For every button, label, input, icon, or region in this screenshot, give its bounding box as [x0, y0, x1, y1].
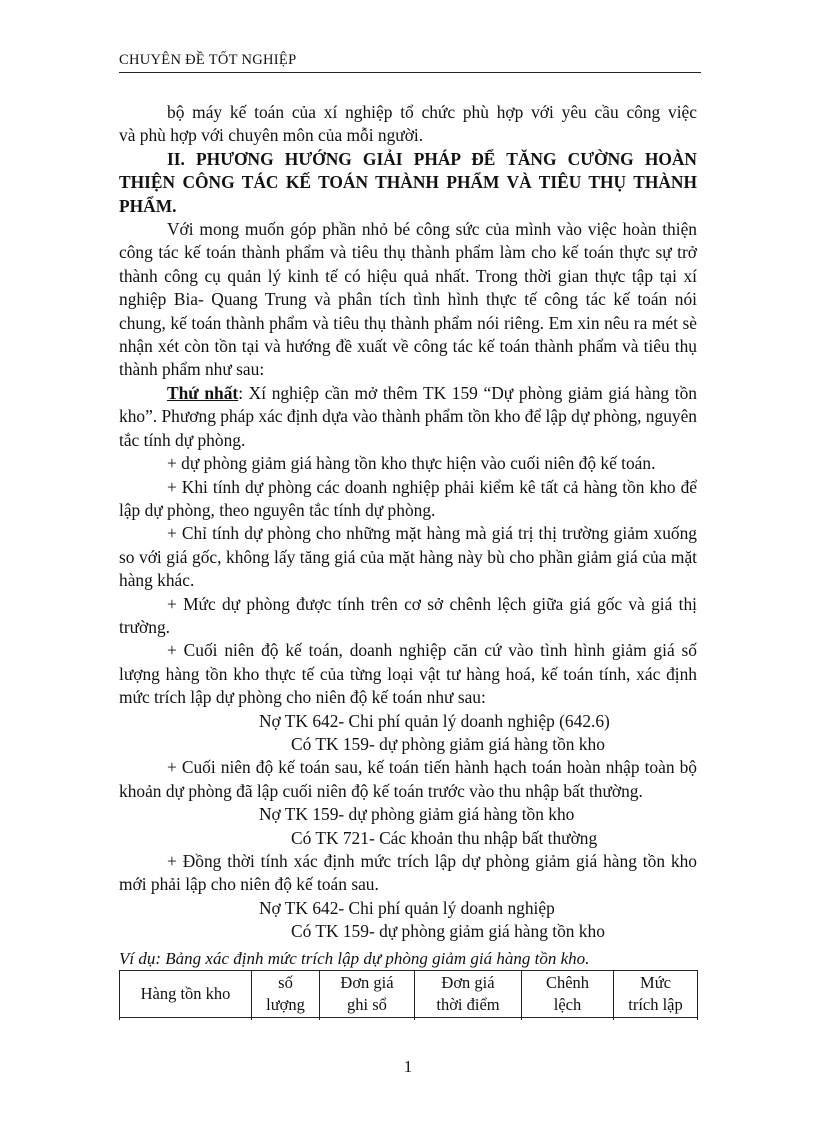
col-header-current-price — [415, 971, 522, 1018]
bullet-5: + Cuối niên độ kế toán, doanh nghiệp căn cứ vào tình hình giảm giá số lượng hàng tồn kho thực tế của từng loại vật tư hàng hoá, kế toán tính, xác định mức trích lập dự phòng cho niên độ kế toán như sau: — [119, 640, 697, 708]
col-header-current-price-l2: thời điểm — [436, 995, 500, 1014]
bullet-2: + Khi tính dự phòng các doanh nghiệp phải kiểm kê tất cả hàng tồn kho để lập dự phòng, theo nguyên tắc tính dự phòng. — [119, 476, 697, 520]
page-header — [119, 52, 701, 73]
paragraph-1: Với mong muốn góp phần nhỏ bé công sức của mình vào việc hoàn thiện công tác kế toán thành phẩm và tiêu thụ thành phẩm làm cho kế toán thực sự trở thành công cụ quản lý kinh tế có hiệu quả nhất. Trong thời gian thực tập tại xí nghiệp Bia- Quang Trung và phân tích tình hình thực tế công tác kế toán nói chung, kế toán thành phẩm và tiêu thụ thành phẩm nói riêng. Em xin nêu ra mét sè nhận xét còn tồn tại và hướng đề xuất về công tác kế toán thành phẩm và tiêu thụ thành phẩm như sau: — [119, 219, 697, 380]
bullet-6: + Cuối niên độ kế toán sau, kế toán tiến hành hạch toán hoàn nhập toàn bộ khoản dự phòng đã lập cuối niên độ kế toán trước vào thu nhập bất thường. — [119, 757, 697, 801]
col-header-book-price-l2: ghi sổ — [347, 995, 387, 1014]
document-body — [119, 101, 697, 944]
bullet-7: + Đồng thời tính xác định mức trích lập dự phòng giảm giá hàng tồn kho mới phải lập cho niên độ kế toán sau. — [119, 851, 697, 895]
journal-entry-credit-2: Có TK 721- Các khoản thu nhập bất thường — [291, 827, 598, 848]
intro-line-2: và phù hợp với chuyên môn của mỗi người. — [119, 125, 424, 146]
col-header-quantity-l2: lượng — [266, 995, 305, 1014]
paragraph-first-point — [119, 382, 697, 452]
col-header-quantity-l1: số — [278, 973, 293, 992]
col-header-item-label: Hàng tồn kho — [140, 984, 231, 1003]
col-header-difference — [522, 971, 614, 1018]
provision-table — [119, 970, 698, 1020]
col-header-item — [120, 971, 252, 1018]
page-number: 1 — [403, 1057, 413, 1076]
journal-entry-debit-3: Nợ TK 642- Chi phí quản lý doanh nghiệp — [259, 897, 555, 918]
header-title: CHUYÊN ĐỀ TỐT NGHIỆP — [119, 52, 297, 68]
col-header-book-price — [320, 971, 415, 1018]
journal-entry-debit-2: Nợ TK 159- dự phòng giảm giá hàng tồn kho — [259, 804, 575, 825]
table-row — [120, 1018, 698, 1021]
section-heading: II. PHƯƠNG HƯỚNG GIẢI PHÁP ĐỂ TĂNG CƯỜNG HOÀN THIỆN CÔNG TÁC KẾ TOÁN THÀNH PHẨM VÀ TIÊU THỤ THÀNH PHẨM. — [119, 148, 697, 216]
example-caption: Ví dụ: Bảng xác định mức trích lập dự phòng giảm giá hàng tồn kho. — [119, 949, 590, 968]
bullet-3: + Chỉ tính dự phòng cho những mặt hàng mà giá trị thị trường giảm xuống so với giá gốc, không lấy tăng giá của mặt hàng này bù cho phần giảm giá của mặt hàng khác. — [119, 523, 697, 591]
bullet-4: + Mức dự phòng được tính trên cơ sở chênh lệch giữa giá gốc và giá thị trường. — [119, 593, 697, 637]
intro-line-1: bộ máy kế toán của xí nghiệp tổ chức phù hợp với yêu cầu công việc — [167, 102, 697, 122]
col-header-provision-level-l2: trích lập — [628, 995, 683, 1014]
col-header-provision-level-l1: Mức — [640, 973, 671, 992]
journal-entry-credit-3: Có TK 159- dự phòng giảm giá hàng tồn kho — [291, 921, 605, 942]
journal-entry-credit-1: Có TK 159- dự phòng giảm giá hàng tồn kho — [291, 733, 605, 754]
col-header-difference-l1: Chênh — [545, 973, 590, 992]
col-header-difference-l2: lệch — [553, 995, 582, 1014]
bullet-1: + dự phòng giảm giá hàng tồn kho thực hiện vào cuối niên độ kế toán. — [167, 453, 656, 474]
col-header-book-price-l1: Đơn giá — [340, 973, 394, 992]
col-header-current-price-l1: Đơn giá — [441, 973, 495, 992]
first-point-label: Thứ nhất — [167, 382, 239, 403]
col-header-provision-level — [614, 971, 698, 1018]
journal-entry-debit-1: Nợ TK 642- Chi phí quản lý doanh nghiệp (642.6) — [259, 710, 610, 731]
first-point-text: : Xí nghiệp cần mở thêm TK 159 “Dự phòng giảm giá hàng tồn kho”. Phương pháp xác định dựa vào thành phẩm tồn kho để lập dự phòng, nguyên tắc tính dự phòng. — [119, 382, 697, 450]
col-header-quantity — [252, 971, 320, 1018]
table-header-row — [120, 971, 698, 1018]
